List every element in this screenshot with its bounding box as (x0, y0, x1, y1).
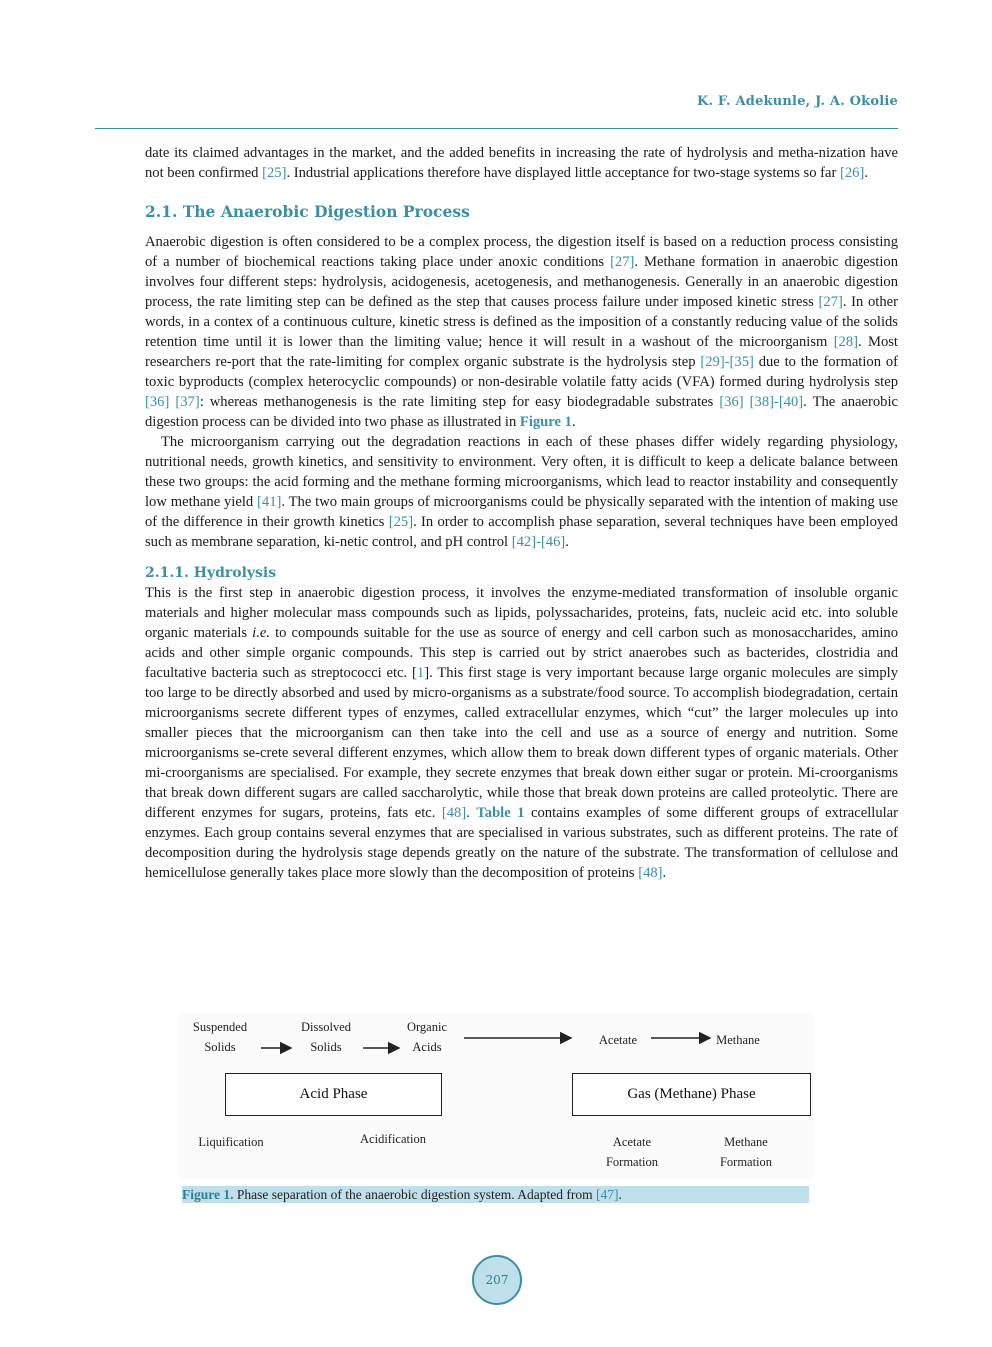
section-paragraph (145, 583, 898, 883)
text-run: . Methane formation in anaerobic digestion involves four different steps: hydrolysis, acidogenesis, acetogenesis, and methanogenesis. Generally in an anaerobic digestion process, the rate limiting step can be defined as the step that causes process failure under imposed kinetic stress (145, 254, 898, 310)
citation-link[interactable]: [25] (388, 514, 414, 530)
text-run: The microorganism carrying out the degradation reactions in each of these phases differ widely regarding physiology, nutritional needs, growth kinetics, and sensitivity to environment. Very often, it is difficult to keep a delicate balance between these two groups: the acid forming and the methane forming microorganisms, which lead to reactor instability and consequently low methane yield (145, 434, 898, 510)
text-run: This is the first step in anaerobic digestion process, it involves the enzyme-mediated transformation of insoluble organic materials and higher molecular mass compounds such as lipids, polyssacharides, proteins, fats, nucleic acid etc. into soluble organic materials (145, 585, 898, 641)
citation-link[interactable]: [36] (719, 394, 744, 410)
dissolved-solids-label: Dissolved Solids (301, 1020, 351, 1054)
text-run: . (662, 865, 667, 881)
caption-label: Figure 1. (182, 1187, 234, 1202)
text-run: . Industrial applications therefore have displayed little acceptance for two-stage systems so far (286, 165, 841, 181)
text-run: . (864, 165, 868, 181)
text-run: . In other words, in a contex of a continuous culture, kinetic stress is defined as the imposition of a constantly reducing value of the solids retention time until it is lower than the limiting value; hence it will result in a washout of the microorganism (145, 294, 898, 350)
text-run: contains examples of some different groups of extracellular enzymes. Each group contains several enzymes that are specialised in various substrates, such as different proteins. The rate of decomposition during the hydrolysis stage depends greatly on the nature of the substrate. The transformation of cellulose and hemicellulose generally takes place more slowly than the decomposition of proteins (145, 805, 899, 881)
organic-acids-label: Organic Acids (406, 1020, 448, 1054)
text-run: due to the formation of toxic byproducts (complex heterocyclic compounds) or non-desirable volatile fatty acids (VFA) formed during hydrolysis step (145, 354, 898, 390)
citation-link[interactable]: [42]-[46] (511, 534, 566, 550)
citation-link[interactable]: [37] (175, 394, 200, 410)
suspended-solids-label: Suspended Solids (192, 1020, 248, 1054)
citation-link[interactable]: [36] (145, 394, 170, 410)
text-run: . The two main groups of microorganisms could be physically separated with the intention of making use of the difference in their growth kinetics (145, 494, 898, 530)
text-run: . (565, 534, 569, 550)
citation-link[interactable]: [48] (441, 805, 467, 821)
section-heading: 2.1. The Anaerobic Digestion Process (145, 202, 470, 221)
section-paragraph (145, 432, 898, 552)
citation-link[interactable]: [48] (638, 865, 663, 881)
text-run: ]. This first stage is very important because large organic molecules are simply too large to be directly absorbed and used by micro-organisms as a substrate/food source. To accomplish biodegradation, certain microorganisms secrete different types of enzymes, called extracellular enzymes, which “cut” the larger molecules up into smaller pieces that the microorganism can then take into the cell and use as a source of energy and nutrition. Some microorganisms se-crete several different enzymes, which allow them to break down different types of organic materials. Other mi-croorganisms are specialised. For example, they secrete enzymes that break down either sugar or protein. Mi-croorganisms that break down different sugars are called saccharolytic, while those that break down proteins are called proteolytic. There are different enzymes for sugars, proteins, fats etc. (145, 665, 899, 821)
text-run: . (571, 414, 576, 430)
header-authors: K. F. Adekunle, J. A. Okolie (696, 94, 898, 109)
figure-link[interactable]: Figure 1 (519, 414, 572, 430)
section-paragraph (145, 232, 898, 432)
citation-link[interactable]: [29]-[35] (700, 354, 754, 370)
text-run: . Most researchers re-port that the rate-limiting for complex organic substrate is the hydrolysis step (145, 334, 898, 370)
page-number: 207 (472, 1255, 522, 1305)
italic-text: i.e. (252, 625, 270, 641)
citation-link[interactable]: [28] (833, 334, 859, 350)
liquification-label: Liquification (198, 1135, 264, 1149)
citation-link[interactable]: [27] (818, 294, 843, 310)
text-run: Anaerobic digestion is often considered to be a complex process, the digestion itself is based on a reduction process consisting of a number of biochemical reactions taking place under anoxic conditions (145, 234, 898, 270)
text-run: date its claimed advantages in the market, and the added benefits in increasing the rate of hydrolysis and metha-nization have not been confirmed (145, 145, 898, 181)
caption-text: Phase separation of the anaerobic digestion system. Adapted from (233, 1187, 597, 1202)
citation-link[interactable]: 1 (416, 665, 425, 681)
citation-link[interactable]: [26] (840, 165, 865, 181)
header-divider (95, 128, 898, 129)
acidification-label: Acidification (360, 1132, 426, 1146)
figure-caption (182, 1186, 809, 1203)
article-body (145, 143, 898, 883)
caption-text: . (618, 1187, 622, 1202)
text-run: to compounds suitable for the use as source of energy and cell carbon such as monosaccharides, amino acids and other simple organic compounds. This step is carried out by strict anaerobes such as bacterides, clostridia and facultative bacteria such as streptococci etc. [ (145, 625, 898, 681)
acid-phase-box: Acid Phase (225, 1073, 442, 1116)
acetate-formation-label: Acetate Formation (605, 1135, 659, 1169)
gas-phase-box: Gas (Methane) Phase (572, 1073, 811, 1116)
citation-link[interactable]: [41] (257, 494, 282, 510)
intro-paragraph (145, 143, 898, 183)
citation-link[interactable]: [27] (610, 254, 635, 270)
citation-link[interactable]: [47] (596, 1187, 619, 1202)
citation-link[interactable]: [38]-[40] (749, 394, 804, 410)
methane-formation-label: Methane Formation (719, 1135, 773, 1169)
subsection-heading: 2.1.1. Hydrolysis (145, 565, 277, 581)
phase-separation-diagram (178, 1013, 814, 1179)
text-run: . The anaerobic digestion process can be divided into two phase as illustrated in (145, 394, 898, 430)
acetate-label: Acetate (598, 1033, 638, 1047)
methane-label: Methane (716, 1033, 760, 1047)
table-link[interactable]: Table 1 (476, 805, 525, 821)
citation-link[interactable]: [25] (262, 165, 287, 181)
text-run: . In order to accomplish phase separation, several techniques have been employed such as membrane separation, ki-netic control, and pH control (145, 514, 898, 550)
text-run: : whereas methanogenesis is the rate limiting step for easy biodegradable substrates (199, 394, 720, 410)
text-run: . (466, 805, 477, 821)
